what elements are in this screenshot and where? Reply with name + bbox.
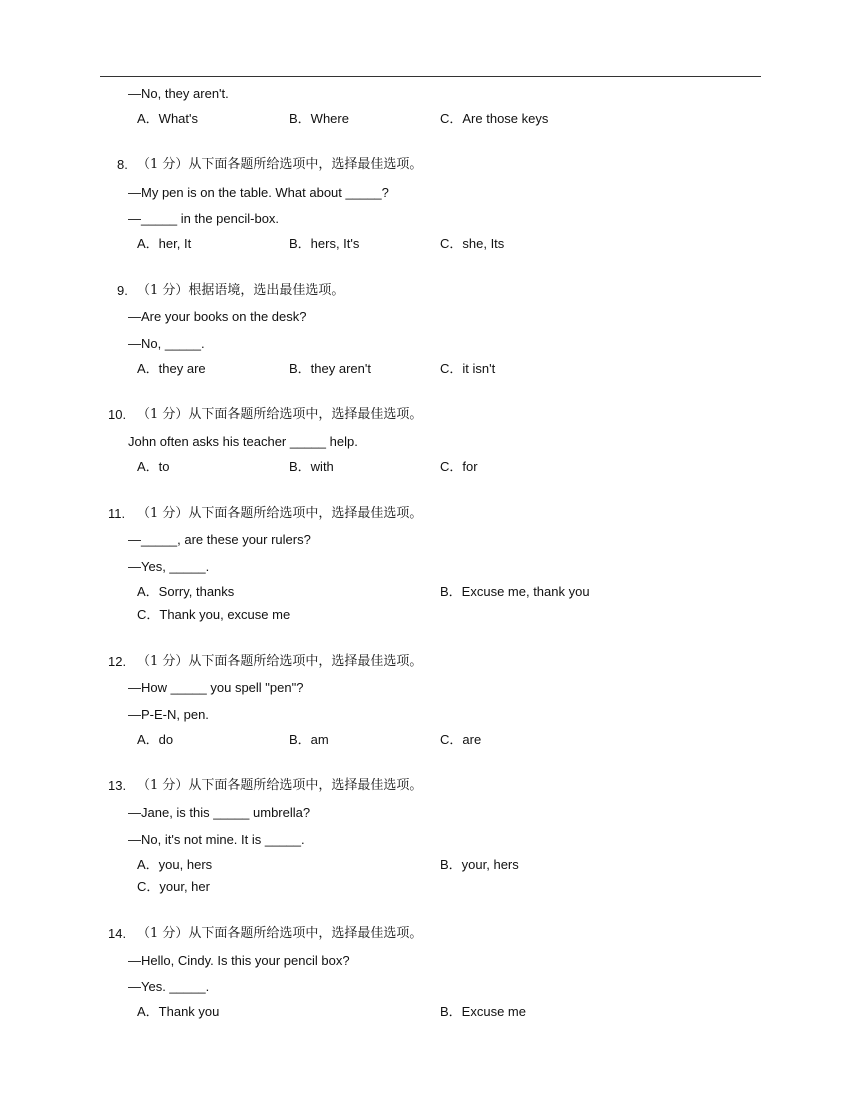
question-number: 13.	[108, 778, 127, 793]
question-number: 8.	[117, 157, 128, 172]
option-b[interactable]: B．am	[289, 732, 329, 747]
question-line: —Yes. _____.	[128, 979, 210, 994]
option-a[interactable]: A．they are	[137, 361, 206, 376]
option-b[interactable]: B．hers, It's	[289, 236, 360, 251]
question-line: —No, _____.	[128, 336, 205, 351]
option-a[interactable]: A．What's	[137, 111, 198, 126]
option-c[interactable]: C．are	[440, 732, 482, 747]
question-line: —My pen is on the table. What about _____?	[128, 185, 389, 200]
option-b[interactable]: B．Excuse me	[440, 1004, 526, 1019]
question-line: —_____, are these your rulers?	[128, 532, 311, 547]
question-instruction: （1 分）从下面各题所给选项中，选择最佳选项。	[137, 407, 423, 422]
option-c[interactable]: C．for	[440, 459, 478, 474]
question-number: 14.	[108, 926, 127, 941]
question-instruction: （1 分）从下面各题所给选项中，选择最佳选项。	[137, 778, 423, 793]
option-a[interactable]: A．to	[137, 459, 170, 474]
option-b[interactable]: B．Where	[289, 111, 349, 126]
question-instruction: （1 分）从下面各题所给选项中，选择最佳选项。	[137, 926, 423, 941]
question-line: —Yes, _____.	[128, 559, 210, 574]
option-c[interactable]: C．Are those keys	[440, 111, 549, 126]
question-line: —Jane, is this _____ umbrella?	[128, 805, 311, 820]
option-b[interactable]: B．they aren't	[289, 361, 371, 376]
option-c[interactable]: C．your, her	[137, 879, 210, 894]
option-b[interactable]: B．with	[289, 459, 334, 474]
question-7-line: —No, they aren't.	[128, 86, 229, 101]
option-a[interactable]: A．her, It	[137, 236, 192, 251]
question-instruction: （1 分）从下面各题所给选项中，选择最佳选项。	[137, 157, 423, 172]
question-instruction: （1 分）从下面各题所给选项中，选择最佳选项。	[137, 506, 423, 521]
question-line: —Are your books on the desk?	[128, 309, 307, 324]
question-line: —P-E-N, pen.	[128, 707, 209, 722]
question-instruction: （1 分）根据语境，选出最佳选项。	[137, 283, 345, 298]
header-rule	[100, 76, 761, 77]
option-c[interactable]: C．Thank you, excuse me	[137, 607, 291, 622]
question-line: —Hello, Cindy. Is this your pencil box?	[128, 953, 350, 968]
question-instruction: （1 分）从下面各题所给选项中，选择最佳选项。	[137, 654, 423, 669]
option-a[interactable]: A．Thank you	[137, 1004, 220, 1019]
question-number: 10.	[108, 407, 127, 422]
option-c[interactable]: C．she, Its	[440, 236, 505, 251]
option-c[interactable]: C．it isn't	[440, 361, 496, 376]
option-a[interactable]: A．Sorry, thanks	[137, 584, 235, 599]
question-line: —How _____ you spell "pen"?	[128, 680, 304, 695]
option-a[interactable]: A．do	[137, 732, 174, 747]
option-b[interactable]: B．your, hers	[440, 857, 519, 872]
question-number: 12.	[108, 654, 127, 669]
question-line: —_____ in the pencil-box.	[128, 211, 280, 226]
option-b[interactable]: B．Excuse me, thank you	[440, 584, 590, 599]
question-line: —No, it's not mine. It is _____.	[128, 832, 305, 847]
option-a[interactable]: A．you, hers	[137, 857, 213, 872]
question-number: 11.	[108, 506, 126, 521]
question-line: John often asks his teacher _____ help.	[128, 434, 358, 449]
question-number: 9.	[117, 283, 128, 298]
